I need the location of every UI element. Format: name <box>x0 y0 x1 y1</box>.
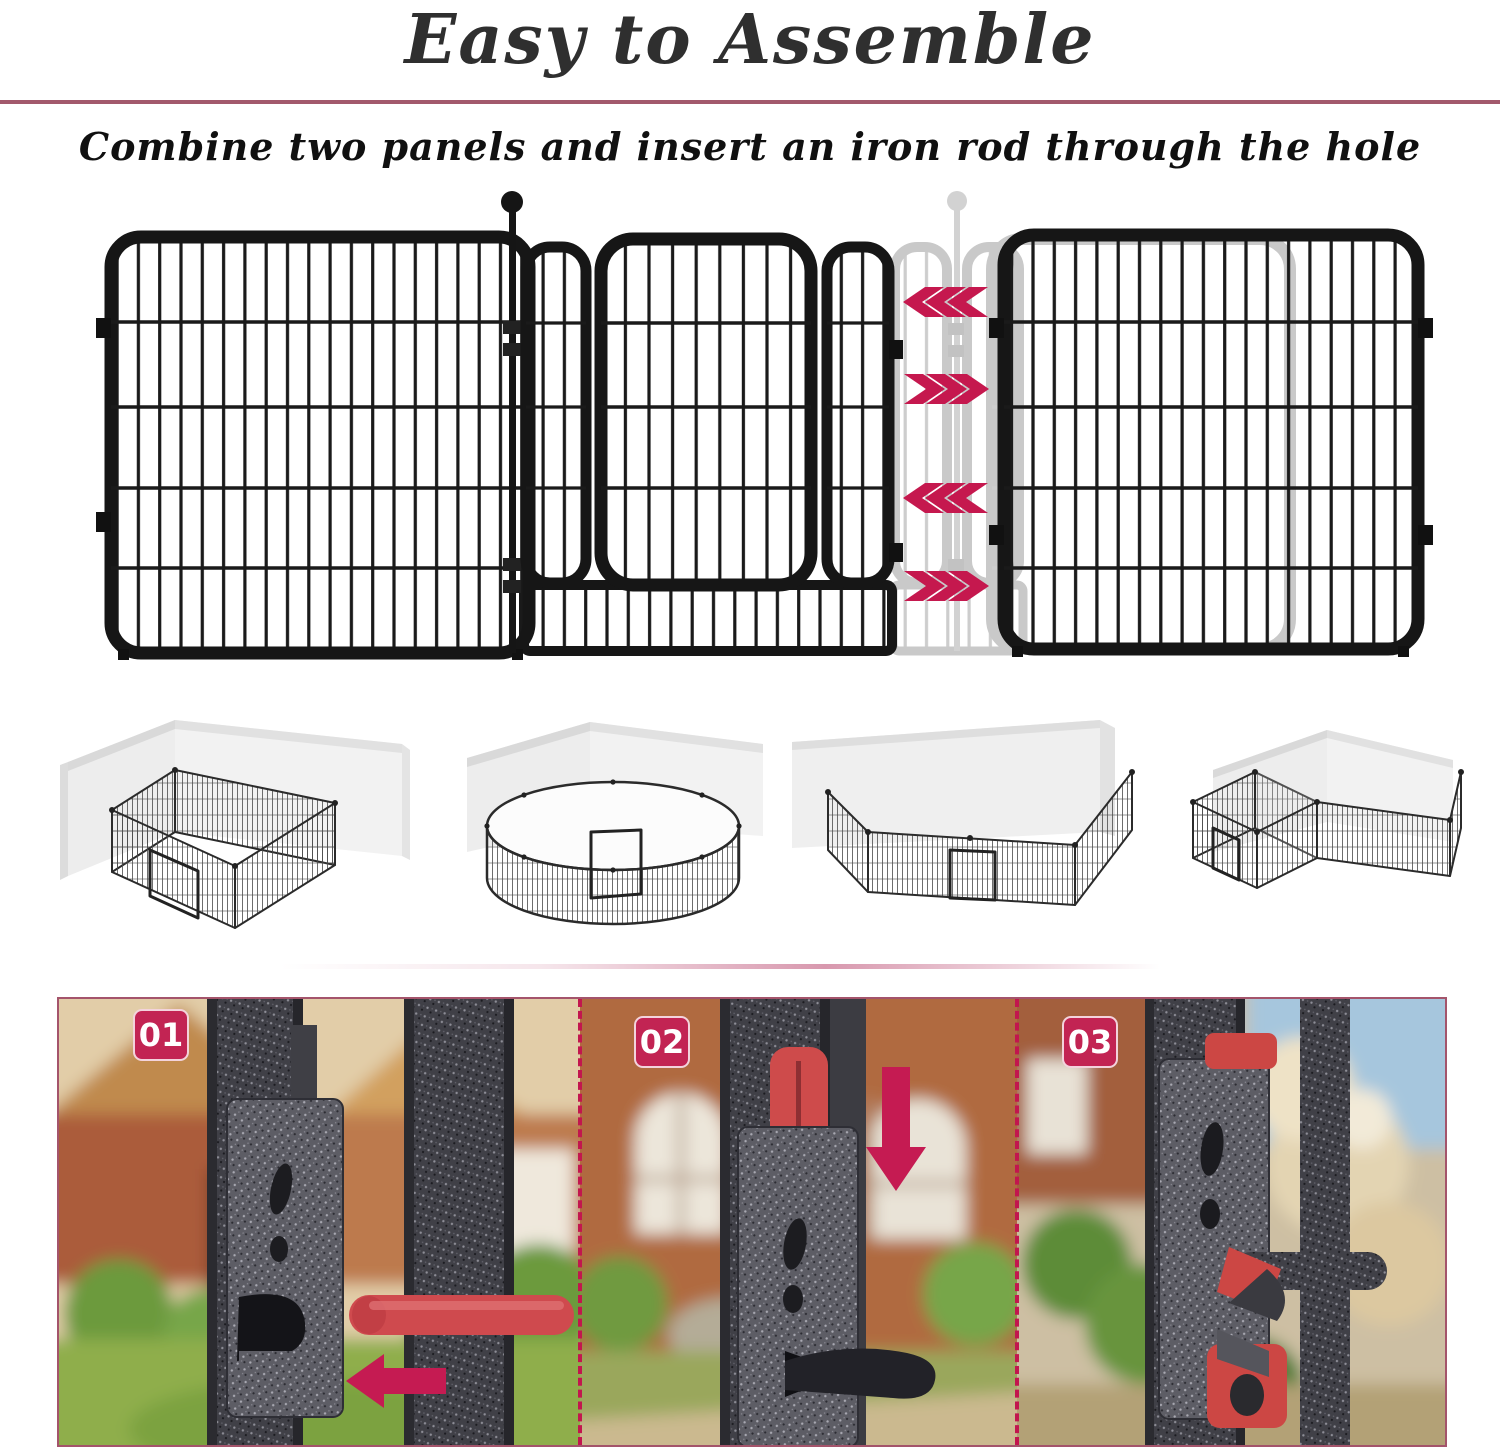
dashed-separator <box>578 999 582 1445</box>
door-panel <box>601 239 811 585</box>
left-panel <box>96 237 529 660</box>
fence-panels-drawing <box>0 185 1500 695</box>
step-photo-2 <box>580 999 1017 1445</box>
right-panel <box>989 235 1433 657</box>
page-title: Easy to Assemble <box>404 0 1096 80</box>
step-badge-2: 02 <box>634 1016 690 1068</box>
title-divider <box>0 100 1500 104</box>
step-badge-3: 03 <box>1062 1016 1118 1068</box>
page-subtitle: Combine two panels and insert an iron rod through the hole <box>78 124 1422 169</box>
narrow-panel-left <box>526 247 586 583</box>
config-l-shaped-pen-in-corner <box>1155 700 1465 958</box>
door-panel-bottom-band <box>524 585 892 651</box>
red-lock-tab-top <box>1205 1033 1277 1069</box>
assembly-steps-photos <box>57 997 1447 1447</box>
config-octagon-pen <box>445 700 775 958</box>
step-badge-1: 01 <box>133 1009 189 1061</box>
step-photo-3 <box>1017 999 1445 1445</box>
config-straight-barrier-along-wall <box>770 700 1150 958</box>
dashed-separator <box>1015 999 1019 1445</box>
section-divider <box>280 964 1160 969</box>
red-iron-rod <box>349 1295 574 1335</box>
config-rectangular-pen-in-corner <box>50 700 430 958</box>
narrow-panel-right <box>827 247 903 583</box>
assembly-diagram <box>0 185 1500 695</box>
step-photo-1 <box>59 999 580 1445</box>
